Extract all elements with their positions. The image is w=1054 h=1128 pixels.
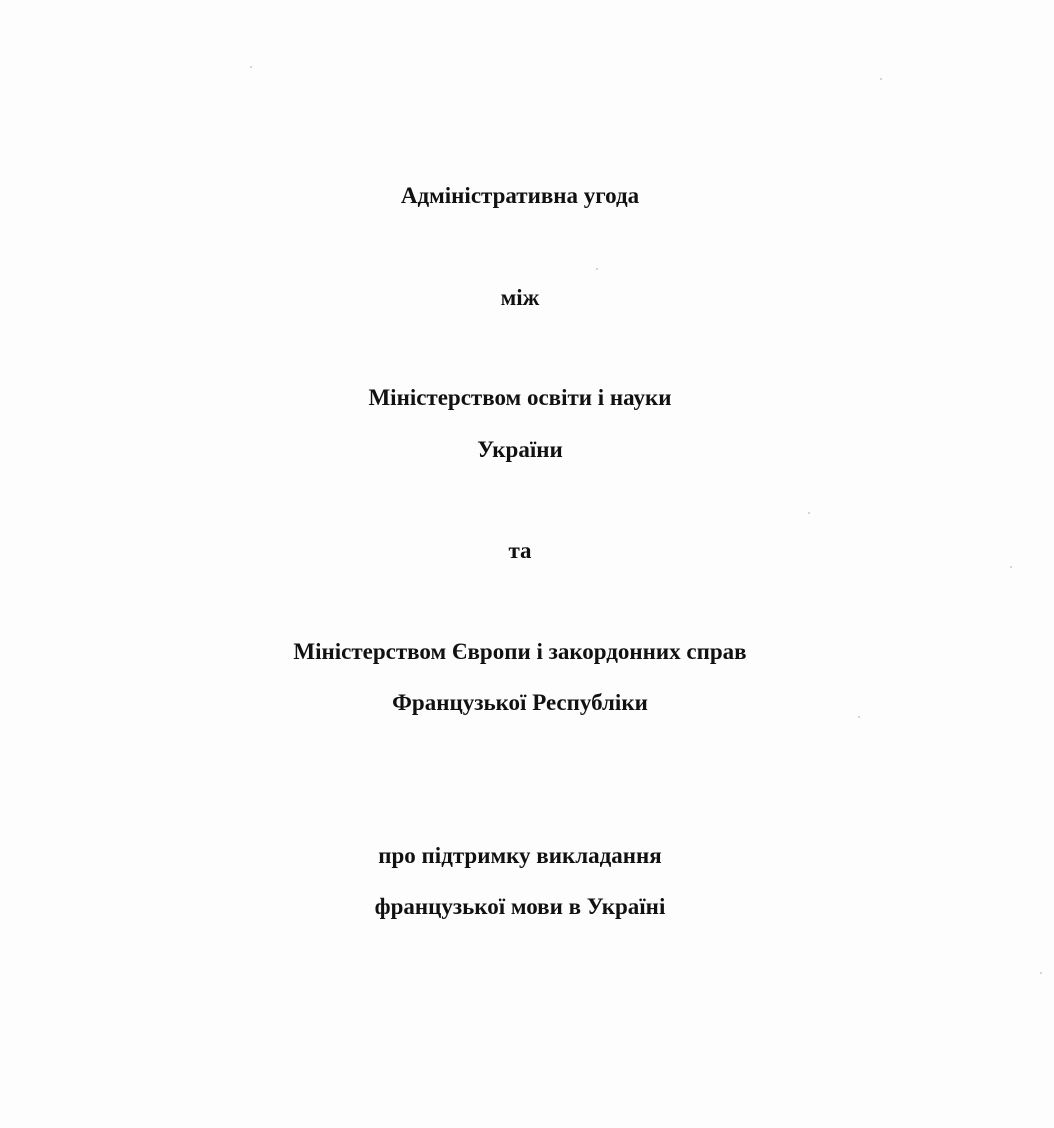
- scan-speck: [808, 512, 810, 514]
- scan-speck: [1010, 566, 1012, 568]
- scan-speck: [596, 268, 598, 270]
- and-word: та: [508, 538, 532, 563]
- scan-speck: [858, 716, 860, 718]
- party-one-country: України: [477, 437, 563, 462]
- subject-line-two: французької мови в Україні: [374, 894, 666, 919]
- scan-speck: [880, 78, 882, 80]
- between-word: між: [500, 285, 540, 310]
- party-two-name: Міністерством Європи і закордонних справ: [293, 639, 747, 664]
- subject-line-one: про підтримку викладання: [378, 843, 662, 868]
- party-one-name: Міністерством освіти і науки: [368, 385, 672, 410]
- scan-speck: [1040, 972, 1042, 974]
- document-title: Адміністративна угода: [400, 183, 640, 208]
- scan-speck: [250, 66, 252, 68]
- party-two-country: Французької Республіки: [392, 690, 648, 715]
